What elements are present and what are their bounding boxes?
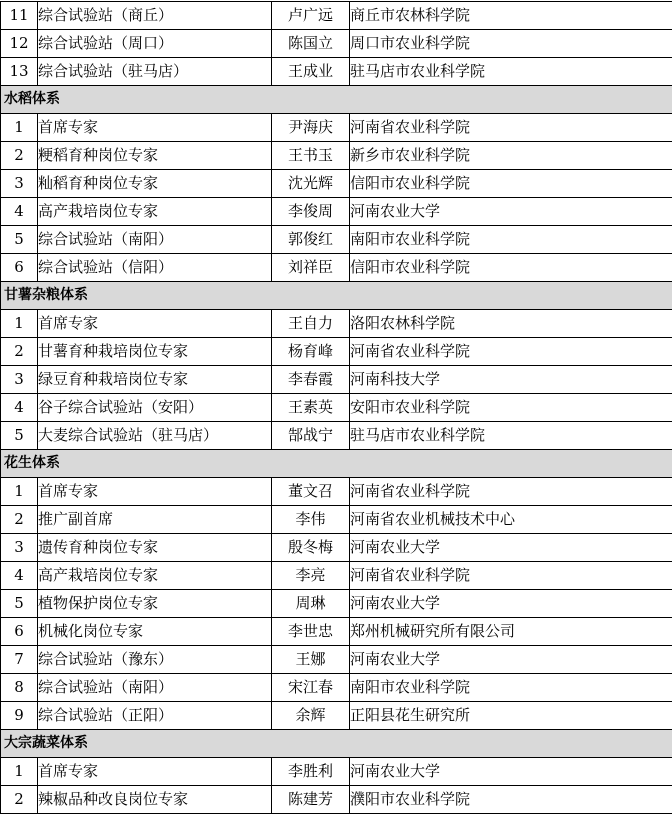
row-number-cell: 1 <box>1 758 38 786</box>
organization-cell: 河南省农业机械技术中心 <box>350 506 672 534</box>
table-row <box>1 170 672 198</box>
table-row <box>1 646 672 674</box>
expert-name-cell: 刘祥臣 <box>272 254 350 282</box>
position-cell: 籼稻育种岗位专家 <box>38 170 272 198</box>
expert-name-cell: 杨育峰 <box>272 338 350 366</box>
position-cell: 首席专家 <box>38 758 272 786</box>
expert-name-cell: 李胜利 <box>272 758 350 786</box>
row-number-cell: 1 <box>1 114 38 142</box>
position-cell: 首席专家 <box>38 478 272 506</box>
row-number-cell: 6 <box>1 618 38 646</box>
organization-cell: 郑州机械研究所有限公司 <box>350 618 672 646</box>
organization-cell: 驻马店市农业科学院 <box>350 58 672 86</box>
position-cell: 绿豆育种栽培岗位专家 <box>38 366 272 394</box>
table-row <box>1 226 672 254</box>
row-number-cell: 4 <box>1 198 38 226</box>
position-cell: 首席专家 <box>38 310 272 338</box>
row-number-cell: 1 <box>1 478 38 506</box>
position-cell: 综合试验站（商丘） <box>38 2 272 30</box>
table-row <box>1 2 672 30</box>
expert-name-cell: 陈建芳 <box>272 786 350 814</box>
organization-cell: 河南农业大学 <box>350 534 672 562</box>
position-cell: 辣椒品种改良岗位专家 <box>38 786 272 814</box>
position-cell: 综合试验站（豫东） <box>38 646 272 674</box>
position-cell: 综合试验站（南阳） <box>38 674 272 702</box>
expert-name-cell: 李春霞 <box>272 366 350 394</box>
table-row <box>1 674 672 702</box>
row-number-cell: 2 <box>1 142 38 170</box>
expert-name-cell: 王自力 <box>272 310 350 338</box>
expert-name-cell: 陈国立 <box>272 30 350 58</box>
row-number-cell: 12 <box>1 30 38 58</box>
table-row <box>1 422 672 450</box>
row-number-cell: 5 <box>1 226 38 254</box>
table-row <box>1 310 672 338</box>
position-cell: 综合试验站（正阳） <box>38 702 272 730</box>
expert-name-cell: 李伟 <box>272 506 350 534</box>
position-cell: 首席专家 <box>38 114 272 142</box>
table-row <box>1 534 672 562</box>
table-row <box>1 562 672 590</box>
expert-name-cell: 尹海庆 <box>272 114 350 142</box>
table-row <box>1 114 672 142</box>
organization-cell: 驻马店市农业科学院 <box>350 422 672 450</box>
row-number-cell: 3 <box>1 366 38 394</box>
section-title: 花生体系 <box>1 450 672 478</box>
organization-cell: 河南农业大学 <box>350 590 672 618</box>
row-number-cell: 3 <box>1 534 38 562</box>
expert-name-cell: 沈光辉 <box>272 170 350 198</box>
organization-cell: 信阳市农业科学院 <box>350 254 672 282</box>
position-cell: 植物保护岗位专家 <box>38 590 272 618</box>
position-cell: 大麦综合试验站（驻马店） <box>38 422 272 450</box>
organization-cell: 河南农业大学 <box>350 758 672 786</box>
table-row <box>1 478 672 506</box>
row-number-cell: 13 <box>1 58 38 86</box>
position-cell: 综合试验站（信阳） <box>38 254 272 282</box>
organization-cell: 河南科技大学 <box>350 366 672 394</box>
position-cell: 高产栽培岗位专家 <box>38 198 272 226</box>
organization-cell: 信阳市农业科学院 <box>350 170 672 198</box>
position-cell: 综合试验站（周口） <box>38 30 272 58</box>
position-cell: 甘薯育种栽培岗位专家 <box>38 338 272 366</box>
table-row <box>1 786 672 814</box>
expert-name-cell: 王素英 <box>272 394 350 422</box>
expert-name-cell: 李俊周 <box>272 198 350 226</box>
position-cell: 综合试验站（驻马店） <box>38 58 272 86</box>
section-title: 水稻体系 <box>1 86 672 114</box>
organization-cell: 河南省农业科学院 <box>350 478 672 506</box>
position-cell: 高产栽培岗位专家 <box>38 562 272 590</box>
section-title: 甘薯杂粮体系 <box>1 282 672 310</box>
section-header-row <box>1 450 672 478</box>
section-header-row <box>1 86 672 114</box>
table-row <box>1 198 672 226</box>
expert-name-cell: 王书玉 <box>272 142 350 170</box>
organization-cell: 安阳市农业科学院 <box>350 394 672 422</box>
row-number-cell: 11 <box>1 2 38 30</box>
organization-cell: 濮阳市农业科学院 <box>350 786 672 814</box>
expert-name-cell: 董文召 <box>272 478 350 506</box>
organization-cell: 南阳市农业科学院 <box>350 226 672 254</box>
organization-cell: 新乡市农业科学院 <box>350 142 672 170</box>
table-row <box>1 58 672 86</box>
table-row <box>1 758 672 786</box>
table-row <box>1 366 672 394</box>
row-number-cell: 7 <box>1 646 38 674</box>
row-number-cell: 8 <box>1 674 38 702</box>
section-header-row <box>1 730 672 758</box>
row-number-cell: 5 <box>1 422 38 450</box>
position-cell: 粳稻育种岗位专家 <box>38 142 272 170</box>
row-number-cell: 4 <box>1 394 38 422</box>
table-row <box>1 30 672 58</box>
organization-cell: 南阳市农业科学院 <box>350 674 672 702</box>
position-cell: 谷子综合试验站（安阳） <box>38 394 272 422</box>
organization-cell: 河南农业大学 <box>350 646 672 674</box>
table-row <box>1 590 672 618</box>
row-number-cell: 1 <box>1 310 38 338</box>
organization-cell: 商丘市农林科学院 <box>350 2 672 30</box>
expert-name-cell: 卢广远 <box>272 2 350 30</box>
table-row <box>1 254 672 282</box>
section-title: 大宗蔬菜体系 <box>1 730 672 758</box>
expert-name-cell: 王成业 <box>272 58 350 86</box>
row-number-cell: 4 <box>1 562 38 590</box>
organization-cell: 洛阳农林科学院 <box>350 310 672 338</box>
expert-name-cell: 殷冬梅 <box>272 534 350 562</box>
expert-name-cell: 李世忠 <box>272 618 350 646</box>
table-row <box>1 338 672 366</box>
section-header-row <box>1 282 672 310</box>
table-row <box>1 702 672 730</box>
row-number-cell: 9 <box>1 702 38 730</box>
expert-name-cell: 周琳 <box>272 590 350 618</box>
expert-name-cell: 郜战宁 <box>272 422 350 450</box>
roster-body <box>1 2 672 814</box>
expert-roster-table <box>0 1 672 814</box>
row-number-cell: 2 <box>1 786 38 814</box>
expert-name-cell: 余辉 <box>272 702 350 730</box>
row-number-cell: 5 <box>1 590 38 618</box>
position-cell: 遗传育种岗位专家 <box>38 534 272 562</box>
table-row <box>1 394 672 422</box>
position-cell: 推广副首席 <box>38 506 272 534</box>
table-row <box>1 506 672 534</box>
row-number-cell: 3 <box>1 170 38 198</box>
row-number-cell: 6 <box>1 254 38 282</box>
organization-cell: 正阳县花生研究所 <box>350 702 672 730</box>
table-row <box>1 142 672 170</box>
row-number-cell: 2 <box>1 338 38 366</box>
organization-cell: 河南省农业科学院 <box>350 562 672 590</box>
position-cell: 机械化岗位专家 <box>38 618 272 646</box>
row-number-cell: 2 <box>1 506 38 534</box>
organization-cell: 河南省农业科学院 <box>350 114 672 142</box>
expert-name-cell: 王娜 <box>272 646 350 674</box>
expert-name-cell: 郭俊红 <box>272 226 350 254</box>
organization-cell: 河南省农业科学院 <box>350 338 672 366</box>
expert-name-cell: 李亮 <box>272 562 350 590</box>
expert-name-cell: 宋江春 <box>272 674 350 702</box>
position-cell: 综合试验站（南阳） <box>38 226 272 254</box>
organization-cell: 周口市农业科学院 <box>350 30 672 58</box>
organization-cell: 河南农业大学 <box>350 198 672 226</box>
table-row <box>1 618 672 646</box>
